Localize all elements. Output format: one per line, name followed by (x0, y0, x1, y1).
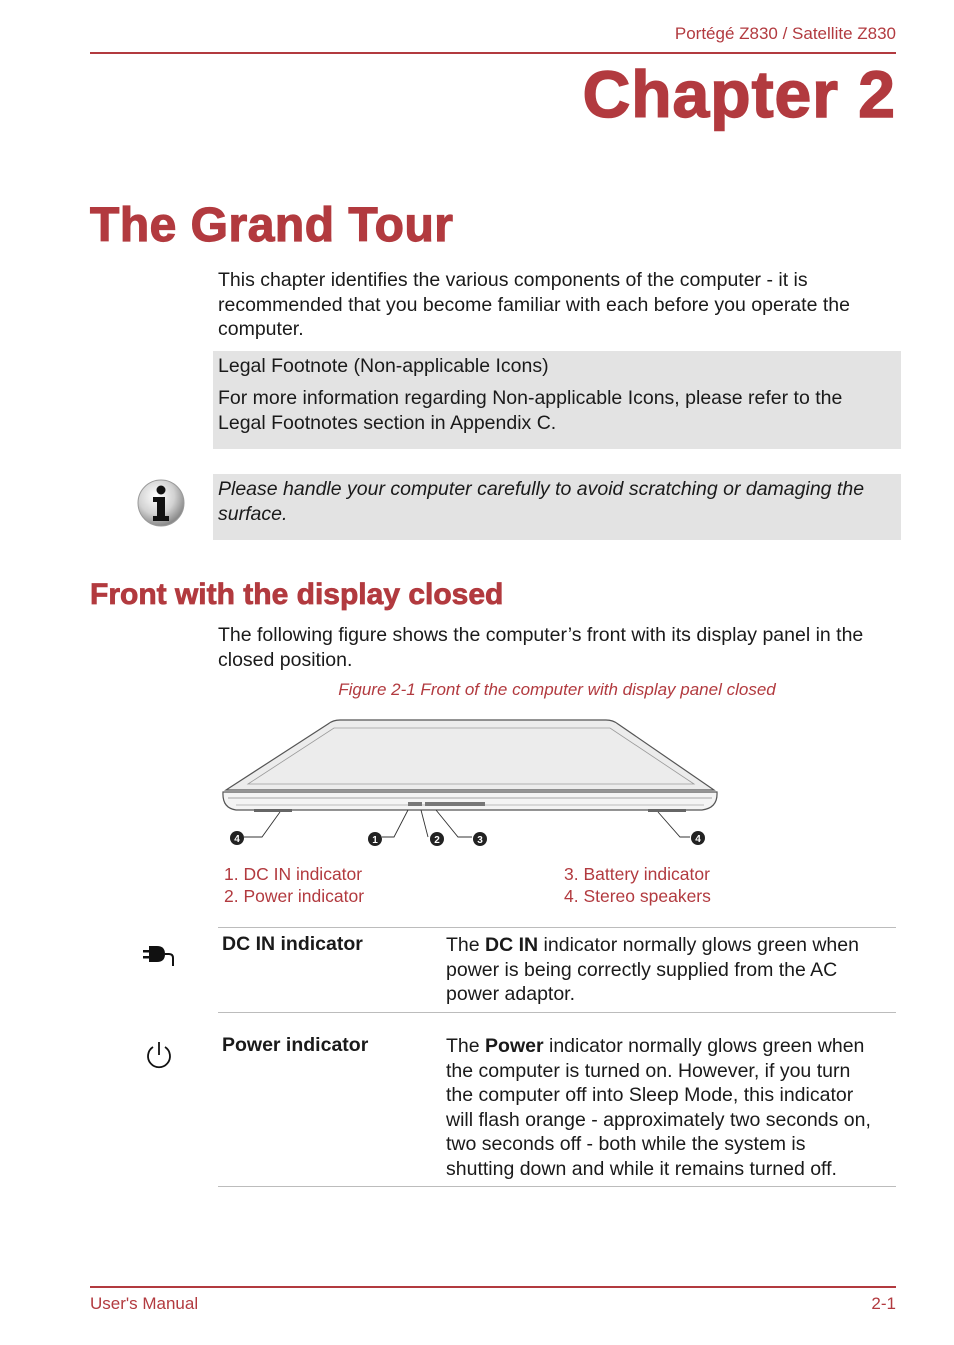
callout-3 (473, 832, 487, 846)
svg-text:4: 4 (695, 834, 701, 845)
legend-item: 3. Battery indicator (564, 864, 710, 884)
legal-footnote-line: Legal Footnotes section in Appendix C. (218, 411, 557, 434)
legal-footnote-heading: Legal Footnote (Non-applicable Icons) (218, 355, 549, 377)
callout-4-left (230, 831, 244, 845)
legend-item: 2. Power indicator (224, 886, 365, 906)
info-icon (136, 478, 186, 528)
footer-rule (90, 1286, 896, 1288)
table-rule (218, 1186, 896, 1187)
legend-item: 1. DC IN indicator (224, 864, 363, 884)
description-line: shutting down and while it remains turned off. (446, 1157, 837, 1180)
note-box (213, 474, 901, 540)
description-line: the computer is turned on. However, if you turn (446, 1059, 851, 1082)
description-line: power adaptor. (446, 983, 576, 1006)
table-description: The DC IN indicator normally glows green when power is being correctly supplied from the AC power adaptor. (446, 934, 859, 1006)
laptop-front-figure (218, 712, 728, 857)
description-line: power is being correctly supplied from the AC (446, 958, 838, 981)
section-line: closed position. (218, 648, 353, 671)
table-term: Power indicator (222, 1034, 369, 1056)
power-icon (144, 1040, 174, 1070)
page-title: The Grand Tour (90, 199, 454, 252)
description-line: will flash orange - approximately two seconds on, (446, 1108, 871, 1131)
callout-1 (368, 832, 382, 846)
callout-2 (430, 832, 444, 846)
figure-caption: Figure 2-1 Front of the computer with display panel closed (338, 680, 776, 699)
footer-page-number: 2-1 (871, 1294, 896, 1313)
footer-manual-label: User's Manual (90, 1294, 199, 1313)
svg-text:4: 4 (234, 834, 240, 845)
svg-text:2: 2 (434, 835, 440, 846)
header-rule (90, 52, 896, 54)
note-line: surface. (218, 502, 288, 525)
section-line: The following figure shows the computer’s front with its display panel in the (218, 624, 864, 646)
legal-footnote-box (213, 351, 901, 449)
note-line: Please handle your computer carefully to avoid scratching or damaging the (218, 478, 865, 500)
svg-text:3: 3 (477, 835, 483, 846)
dc-in-plug-icon (141, 940, 177, 968)
intro-paragraph (218, 268, 850, 342)
chapter-label: Chapter 2 (582, 57, 896, 131)
description-line: two seconds off - both while the system is (446, 1133, 806, 1156)
figure-legend-left (224, 863, 364, 907)
section-heading: Front with the display closed (90, 578, 504, 611)
legal-footnote-line: For more information regarding Non-applicable Icons, please refer to the (218, 387, 843, 409)
table-rule (218, 1012, 896, 1013)
svg-text:1: 1 (372, 835, 378, 846)
figure-legend-right (564, 863, 711, 907)
legend-item: 4. Stereo speakers (564, 886, 711, 906)
callout-4-right (691, 831, 705, 845)
description-line: the computer off into Sleep Mode, this indicator (446, 1084, 854, 1107)
table-rule (218, 927, 896, 928)
section-paragraph (218, 623, 863, 672)
header-product-name: Portégé Z830 / Satellite Z830 (674, 24, 896, 43)
intro-line: recommended that you become familiar with each before you operate the (218, 293, 850, 316)
intro-line: computer. (218, 318, 304, 341)
table-term: DC IN indicator (222, 933, 363, 955)
intro-line: This chapter identifies the various components of the computer - it is (218, 269, 808, 291)
table-description: The Power indicator normally glows green when the computer is turned on. However, if you turn the computer off into Sleep Mode, this indicator will flash orange - approximately two seconds on, two seconds off - both while the system is shutting down and while it remains turned off. (446, 1035, 871, 1180)
